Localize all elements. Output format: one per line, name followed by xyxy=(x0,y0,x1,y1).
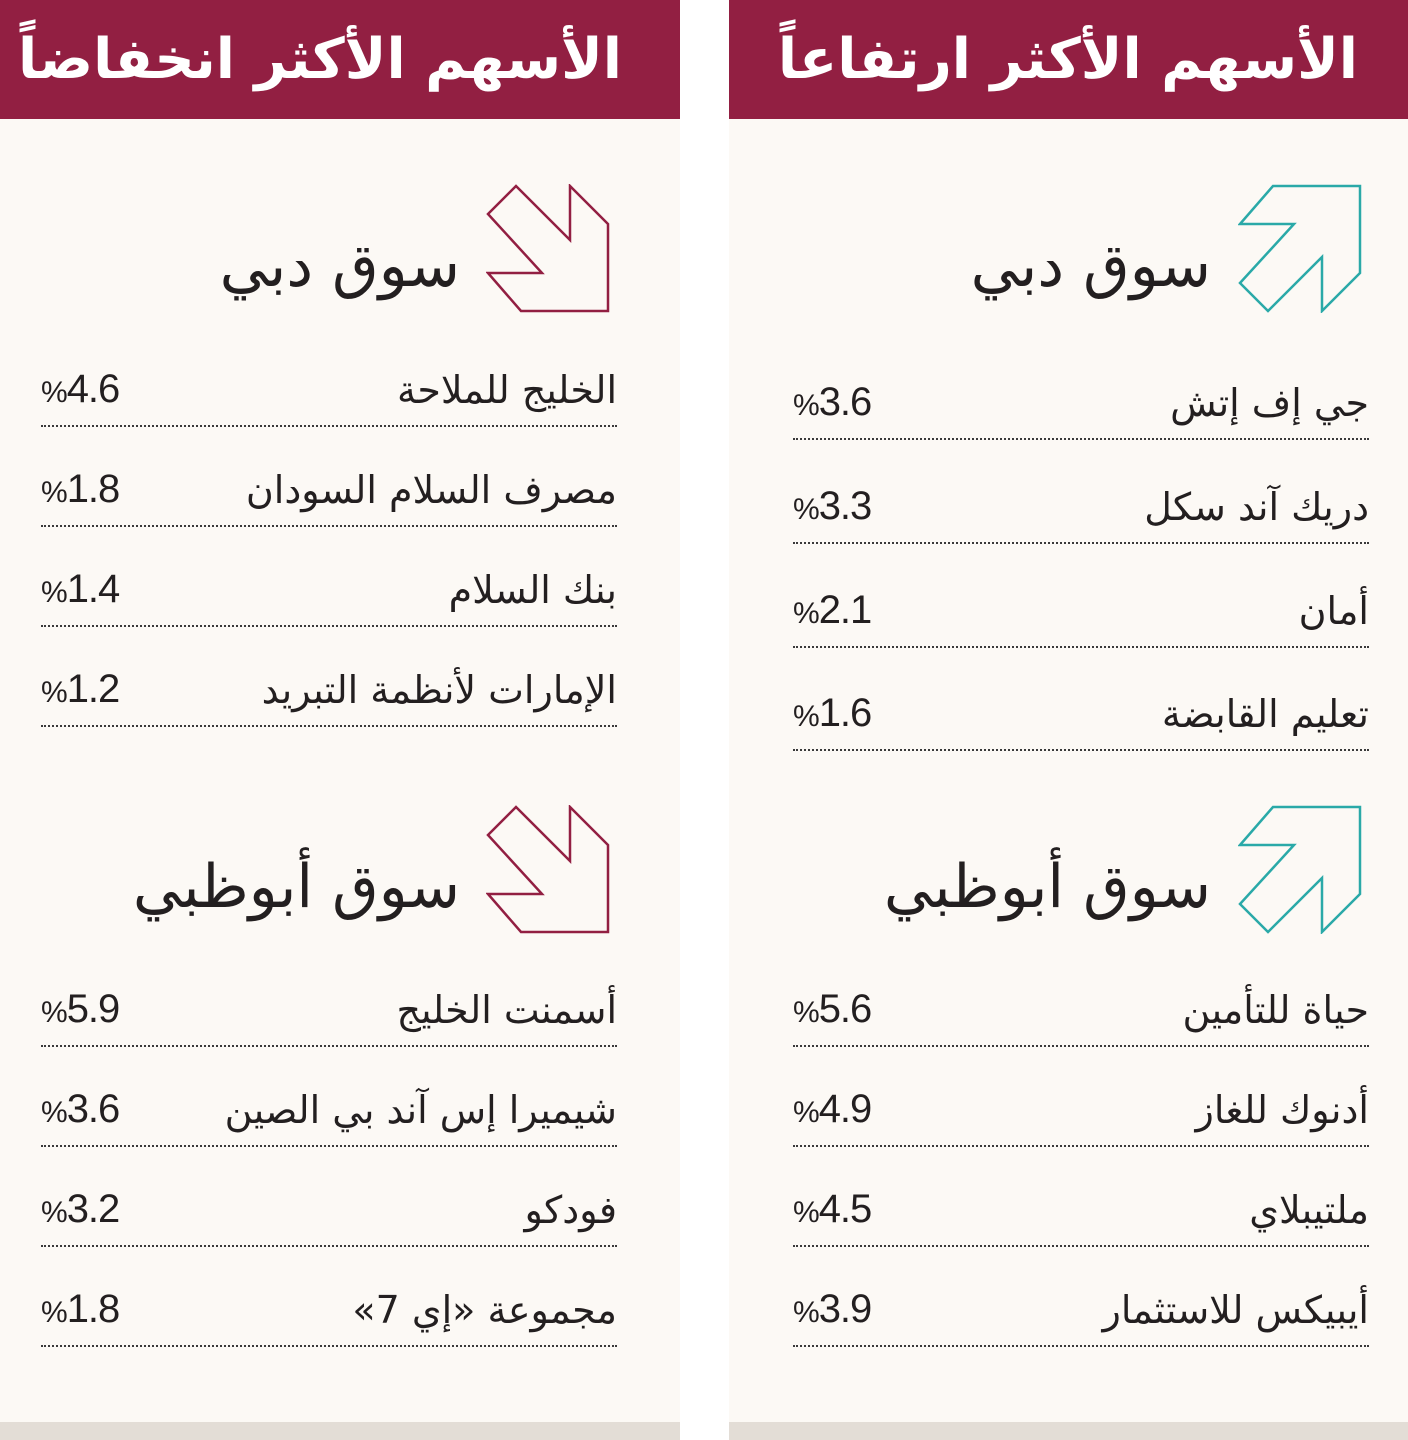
stock-name: الخليج للملاحة xyxy=(397,368,617,412)
stock-change: %4.9 xyxy=(793,1087,872,1131)
stock-name: الإمارات لأنظمة التبريد xyxy=(261,668,617,712)
up-right-arrow-icon xyxy=(1238,804,1362,934)
list-item xyxy=(793,484,1369,544)
up-right-arrow-icon xyxy=(1238,183,1362,313)
stock-name: ملتيبلاي xyxy=(1249,1188,1369,1232)
stock-change: %3.3 xyxy=(793,484,872,528)
list-item xyxy=(41,987,617,1047)
stock-name: أيبيكس للاستثمار xyxy=(1102,1288,1369,1332)
stock-name: حياة للتأمين xyxy=(1182,988,1369,1032)
gainers-panel xyxy=(729,0,1408,1440)
bottom-strip xyxy=(0,1422,680,1440)
stock-change: %4.6 xyxy=(41,367,120,411)
stock-name: أدنوك للغاز xyxy=(1195,1088,1369,1132)
list-item xyxy=(41,1187,617,1247)
stock-name: جي إف إتش xyxy=(1170,381,1369,425)
gainers-abudhabi-title: سوق أبوظبي xyxy=(883,852,1211,922)
stock-name: مجموعة «إي 7» xyxy=(352,1288,617,1332)
list-item xyxy=(793,588,1369,648)
stock-name: دريك آند سكل xyxy=(1144,485,1369,529)
stock-change: %5.9 xyxy=(41,987,120,1031)
stock-change: %1.4 xyxy=(41,567,120,611)
bottom-strip xyxy=(729,1422,1408,1440)
list-item xyxy=(793,691,1369,751)
stock-name: أسمنت الخليج xyxy=(396,988,617,1032)
list-item xyxy=(41,1087,617,1147)
stock-change: %5.6 xyxy=(793,987,872,1031)
down-right-arrow-icon xyxy=(486,184,610,314)
gainers-dubai-title: سوق دبي xyxy=(970,231,1211,301)
stock-change: %1.2 xyxy=(41,667,120,711)
gainers-header: الأسهم الأكثر ارتفاعاً xyxy=(729,0,1408,119)
stock-change: %3.2 xyxy=(41,1187,120,1231)
list-item xyxy=(41,567,617,627)
stock-name: فودكو xyxy=(524,1188,617,1232)
stock-change: %3.9 xyxy=(793,1287,872,1331)
list-item xyxy=(41,467,617,527)
stock-change: %3.6 xyxy=(793,380,872,424)
list-item xyxy=(793,987,1369,1047)
down-right-arrow-icon xyxy=(486,805,610,935)
stock-change: %3.6 xyxy=(41,1087,120,1131)
list-item xyxy=(41,367,617,427)
list-item xyxy=(793,1187,1369,1247)
list-item xyxy=(41,667,617,727)
stock-change: %1.8 xyxy=(41,467,120,511)
stock-name: أمان xyxy=(1298,589,1369,633)
stock-name: شيميرا إس آند بي الصين xyxy=(224,1088,617,1132)
stock-name: بنك السلام xyxy=(448,568,617,612)
stock-change: %2.1 xyxy=(793,588,872,632)
stock-change: %1.8 xyxy=(41,1287,120,1331)
losers-panel xyxy=(0,0,680,1440)
stock-change: %1.6 xyxy=(793,691,872,735)
losers-header: الأسهم الأكثر انخفاضاً xyxy=(0,0,680,119)
stock-change: %4.5 xyxy=(793,1187,872,1231)
losers-dubai-title: سوق دبي xyxy=(219,231,460,301)
stock-name: تعليم القابضة xyxy=(1161,692,1369,736)
list-item xyxy=(793,380,1369,440)
list-item xyxy=(41,1287,617,1347)
list-item xyxy=(793,1087,1369,1147)
stock-name: مصرف السلام السودان xyxy=(245,468,617,512)
losers-abudhabi-title: سوق أبوظبي xyxy=(132,852,460,922)
list-item xyxy=(793,1287,1369,1347)
